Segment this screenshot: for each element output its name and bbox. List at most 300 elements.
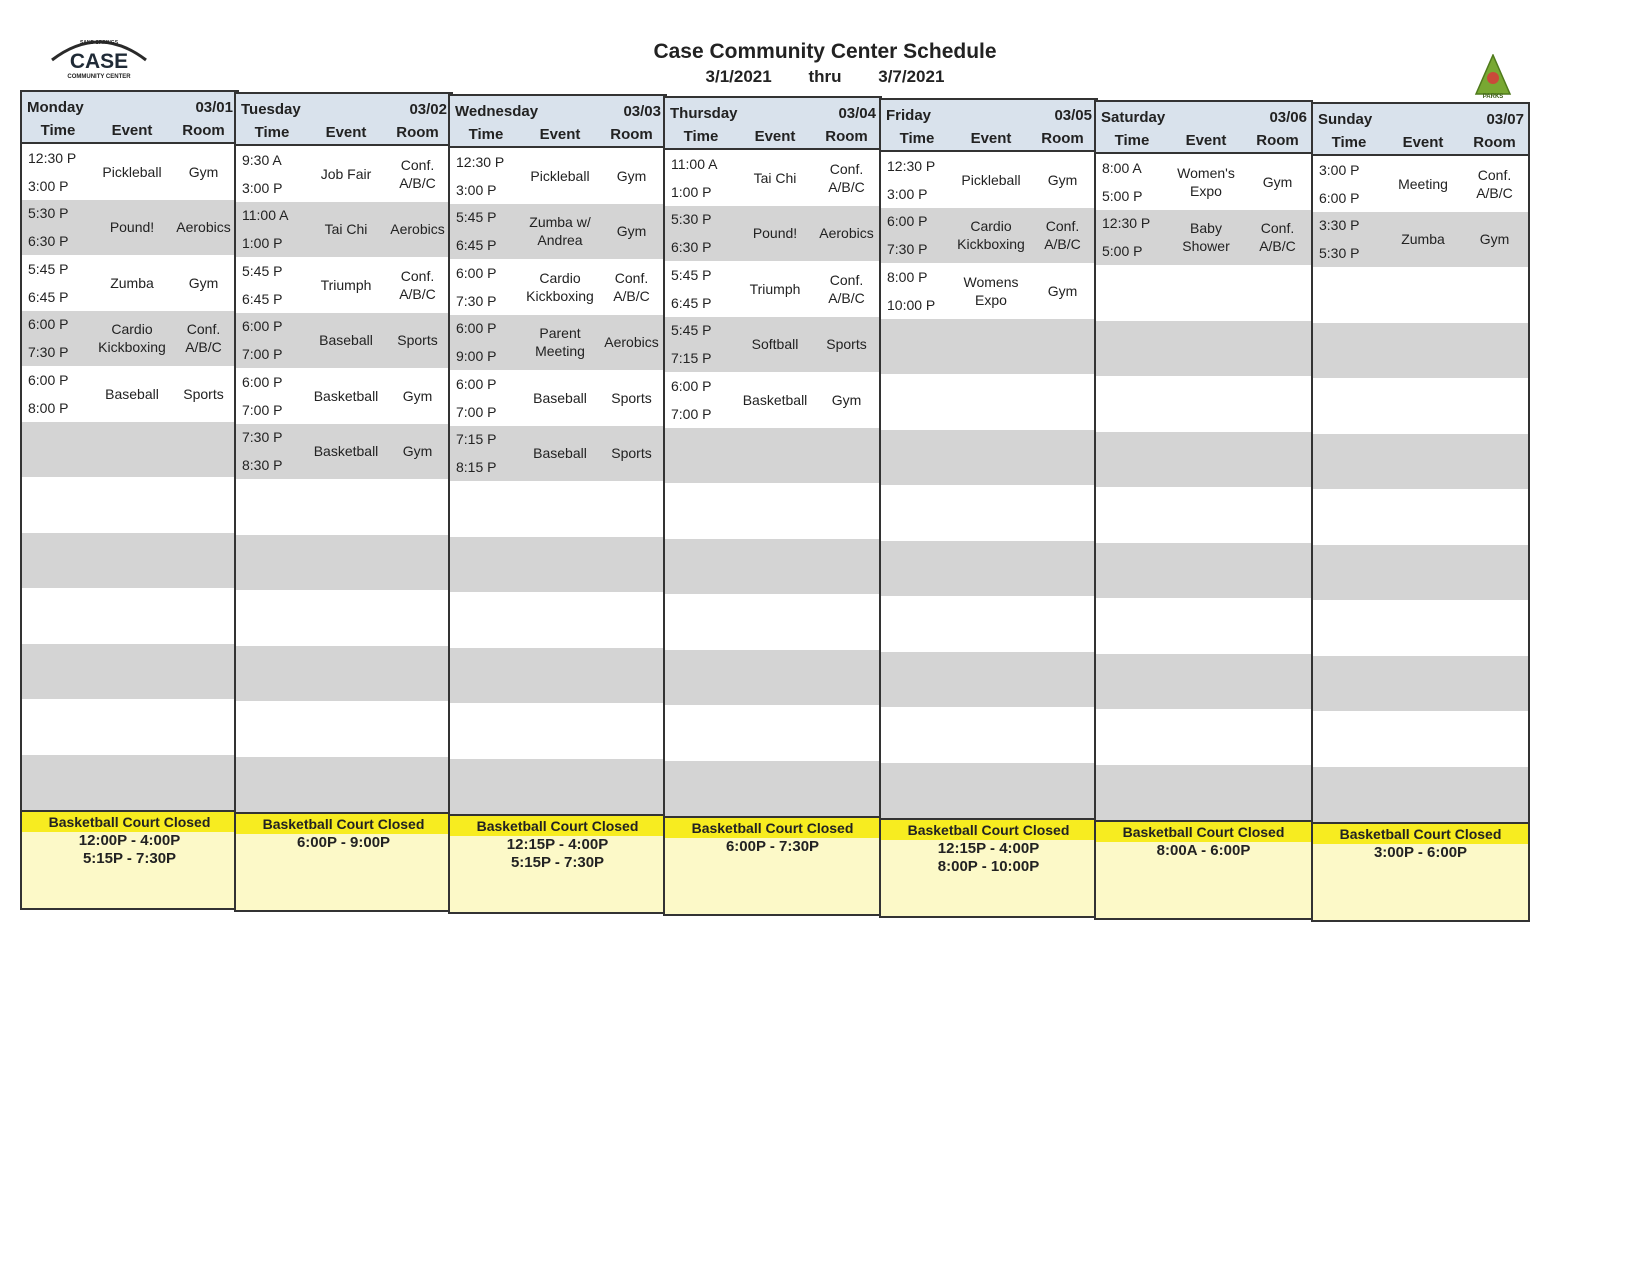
day-column-friday: [879, 98, 1098, 918]
event-row: [236, 535, 451, 591]
event-row: [881, 263, 1096, 319]
court-closed-time: 6:00P - 7:30P: [725, 838, 820, 855]
start-time: 5:30 P: [28, 205, 69, 222]
end-time: 7:30 P: [456, 292, 497, 309]
event-row: [1313, 267, 1528, 323]
start-time: 11:00 A: [242, 207, 289, 224]
event-name: Softball: [751, 336, 799, 353]
schedule-header: [600, 40, 1050, 87]
event-time: [881, 269, 953, 313]
end-time: 6:30 P: [28, 233, 69, 250]
event-time: [22, 261, 94, 305]
time-column-header: Time: [1331, 134, 1367, 151]
end-time: 8:00 P: [28, 399, 69, 416]
day-header: [1313, 104, 1528, 156]
day-header: [881, 100, 1096, 152]
event-room: Gym: [1047, 282, 1078, 299]
end-time: 6:45 P: [456, 237, 497, 254]
event-name: Meeting: [1398, 175, 1448, 192]
event-row: [236, 257, 451, 313]
end-time: 8:15 P: [456, 459, 497, 476]
event-rows: [665, 150, 880, 816]
event-room: Conf. A/B/C: [399, 267, 436, 302]
event-column-header: Event: [539, 126, 581, 143]
day-column-saturday: [1094, 100, 1313, 920]
event-time: [1313, 217, 1385, 261]
day-name: Tuesday: [241, 101, 301, 118]
event-row: [450, 537, 665, 593]
event-room: Gym: [616, 223, 647, 240]
event-time: [236, 152, 308, 196]
event-room: Conf. A/B/C: [828, 160, 865, 195]
event-name: Pickleball: [530, 167, 590, 184]
start-time: 7:15 P: [456, 431, 497, 448]
event-name: Pound!: [109, 219, 155, 236]
day-name: Friday: [886, 107, 932, 124]
event-room: Gym: [831, 391, 862, 408]
day-column-thursday: [663, 96, 882, 916]
event-row: [450, 370, 665, 426]
event-name: Basketball: [313, 387, 379, 404]
room-column-header: Room: [1473, 134, 1516, 151]
event-row: [450, 259, 665, 315]
start-time: 12:30 P: [887, 157, 936, 174]
event-row: [665, 317, 880, 373]
column-headers: [1313, 134, 1528, 151]
event-name: Tai Chi: [753, 169, 797, 186]
event-column-header: Event: [325, 124, 367, 141]
court-closed-label: Basketball Court Closed: [236, 814, 451, 834]
event-row: [22, 755, 237, 811]
event-room: Gym: [1047, 171, 1078, 188]
event-row: [881, 541, 1096, 597]
start-time: 5:45 P: [28, 260, 69, 277]
day-header: [1096, 102, 1311, 154]
event-row: [881, 763, 1096, 819]
event-name: Baby Shower: [1182, 220, 1230, 255]
event-room: Gym: [402, 387, 433, 404]
event-row: [1096, 210, 1311, 266]
time-column-header: Time: [1114, 132, 1150, 149]
room-column-header: Room: [610, 126, 653, 143]
event-row: [665, 761, 880, 817]
end-time: 6:00 P: [1319, 189, 1360, 206]
day-header: [236, 94, 451, 146]
event-name: Zumba: [1401, 231, 1445, 248]
event-row: [881, 485, 1096, 541]
event-row: [236, 479, 451, 535]
event-row: [1096, 376, 1311, 432]
event-time: [236, 207, 308, 251]
event-room: Conf. A/B/C: [613, 269, 650, 304]
end-time: 7:30 P: [887, 241, 928, 258]
event-row: [1313, 434, 1528, 490]
event-room: Conf. A/B/C: [1259, 220, 1296, 255]
event-name: Zumba: [110, 274, 154, 291]
end-time: 6:45 P: [671, 294, 712, 311]
day-date: 03/01: [195, 99, 233, 116]
event-name: Basketball: [742, 391, 808, 408]
day-date: 03/07: [1486, 111, 1524, 128]
end-time: 6:45 P: [242, 290, 283, 307]
event-row: [1313, 711, 1528, 767]
court-closed-time: 5:15P - 7:30P: [510, 854, 605, 871]
court-closed-label: Basketball Court Closed: [450, 816, 665, 836]
event-row: [450, 148, 665, 204]
event-time: [236, 429, 308, 473]
event-row: [450, 204, 665, 260]
event-name: Pickleball: [961, 171, 1021, 188]
event-row: [665, 483, 880, 539]
event-row: [1313, 378, 1528, 434]
court-closed-box: [665, 816, 880, 914]
start-time: 12:30 P: [28, 149, 77, 166]
event-time: [1313, 162, 1385, 206]
day-name: Wednesday: [455, 103, 539, 120]
start-time: 5:45 P: [456, 209, 497, 226]
day-column-tuesday: [234, 92, 453, 912]
event-time: [22, 205, 94, 249]
event-row: [22, 422, 237, 478]
event-name: Baseball: [533, 445, 587, 462]
event-row: [1313, 489, 1528, 545]
column-headers: [236, 124, 451, 141]
end-time: 7:30 P: [28, 344, 69, 361]
event-name: Womens Expo: [963, 273, 1019, 308]
logo-sub-text: COMMUNITY CENTER: [67, 74, 131, 80]
event-row: [1313, 323, 1528, 379]
event-name: Baseball: [105, 385, 159, 402]
event-time: [450, 376, 522, 420]
event-column-header: Event: [111, 122, 153, 139]
end-time: 7:00 P: [671, 405, 712, 422]
court-closed-box: [881, 818, 1096, 916]
court-closed-label: Basketball Court Closed: [665, 818, 880, 838]
event-row: [881, 152, 1096, 208]
court-closed-time: 12:15P - 4:00P: [937, 840, 1040, 857]
case-community-center-logo: [44, 30, 154, 82]
event-row: [1313, 767, 1528, 823]
start-time: 3:00 P: [1319, 161, 1360, 178]
start-time: 6:00 P: [456, 375, 497, 392]
event-room: Aerobics: [176, 219, 231, 236]
start-time: 6:00 P: [671, 377, 712, 394]
start-time: 6:00 P: [28, 316, 69, 333]
day-header: [450, 96, 665, 148]
end-time: 6:30 P: [671, 239, 712, 256]
end-time: 3:00 P: [28, 177, 69, 194]
event-row: [665, 261, 880, 317]
room-column-header: Room: [396, 124, 439, 141]
event-column-header: Event: [1402, 134, 1444, 151]
end-time: 10:00 P: [887, 296, 936, 313]
event-row: [450, 703, 665, 759]
parks-logo-text: PARKS: [1482, 94, 1504, 100]
start-time: 11:00 A: [671, 155, 718, 172]
court-closed-label: Basketball Court Closed: [1096, 822, 1311, 842]
court-closed-time: 5:15P - 7:30P: [82, 850, 177, 867]
event-rows: [450, 148, 665, 814]
event-row: [22, 311, 237, 367]
start-time: 3:30 P: [1319, 217, 1360, 234]
event-name: Job Fair: [320, 165, 372, 182]
event-time: [236, 318, 308, 362]
logo-main-text: CASE: [69, 50, 129, 73]
court-closed-time: 12:00P - 4:00P: [78, 832, 181, 849]
event-name: Zumba w/ Andrea: [529, 214, 591, 249]
event-row: [1313, 600, 1528, 656]
court-closed-time: 6:00P - 9:00P: [296, 834, 391, 851]
end-time: 3:00 P: [242, 179, 283, 196]
event-rows: [22, 144, 237, 810]
event-room: Sports: [183, 385, 224, 402]
event-name: Tai Chi: [324, 221, 368, 238]
day-column-monday: [20, 90, 239, 910]
event-row: [665, 594, 880, 650]
date-range: [600, 67, 1050, 87]
event-row: [22, 144, 237, 200]
column-headers: [1096, 132, 1311, 149]
event-row: [1313, 156, 1528, 212]
event-name: Women's Expo: [1177, 164, 1235, 199]
event-time: [881, 213, 953, 257]
event-row: [1096, 432, 1311, 488]
court-closed-time: 12:15P - 4:00P: [506, 836, 609, 853]
end-date: 3/7/2021: [878, 67, 945, 86]
event-row: [665, 539, 880, 595]
event-name: Pickleball: [102, 163, 162, 180]
start-time: 6:00 P: [456, 264, 497, 281]
day-date: 03/03: [623, 103, 661, 120]
event-row: [22, 366, 237, 422]
event-row: [22, 588, 237, 644]
event-row: [881, 374, 1096, 430]
event-time: [22, 316, 94, 360]
event-rows: [1096, 154, 1311, 820]
event-row: [1096, 598, 1311, 654]
event-room: Aerobics: [604, 334, 659, 351]
start-time: 12:30 P: [456, 153, 505, 170]
court-closed-box: [1096, 820, 1311, 918]
event-row: [881, 430, 1096, 486]
room-column-header: Room: [1256, 132, 1299, 149]
event-row: [1096, 321, 1311, 377]
event-rows: [881, 152, 1096, 818]
day-name: Monday: [27, 99, 84, 116]
start-time: 5:45 P: [671, 266, 712, 283]
column-headers: [22, 122, 237, 139]
time-column-header: Time: [899, 130, 935, 147]
event-row: [236, 590, 451, 646]
event-name: Cardio Kickboxing: [526, 269, 594, 304]
end-time: 5:30 P: [1319, 245, 1360, 262]
event-time: [665, 378, 737, 422]
event-row: [1096, 765, 1311, 821]
event-row: [22, 200, 237, 256]
event-row: [665, 206, 880, 262]
event-row: [236, 368, 451, 424]
event-row: [665, 650, 880, 706]
day-date: 03/05: [1054, 107, 1092, 124]
start-time: 8:00 A: [1102, 159, 1142, 176]
room-column-header: Room: [825, 128, 868, 145]
event-row: [236, 646, 451, 702]
event-name: Pound!: [752, 225, 798, 242]
end-time: 1:00 P: [671, 183, 712, 200]
event-room: Sports: [611, 445, 652, 462]
event-row: [1313, 545, 1528, 601]
event-room: Conf. A/B/C: [185, 321, 222, 356]
event-row: [881, 319, 1096, 375]
event-room: Gym: [616, 167, 647, 184]
event-column-header: Event: [1185, 132, 1227, 149]
time-column-header: Time: [254, 124, 290, 141]
start-time: 12:30 P: [1102, 215, 1151, 232]
event-row: [1313, 656, 1528, 712]
end-time: 5:00 P: [1102, 243, 1143, 260]
event-name: Cardio Kickboxing: [98, 321, 166, 356]
event-room: Gym: [188, 274, 219, 291]
day-date: 03/04: [838, 105, 876, 122]
logo-top-text: SAND SPRINGS: [79, 40, 119, 46]
event-row: [450, 426, 665, 482]
start-time: 9:30 A: [242, 151, 282, 168]
event-room: Conf. A/B/C: [828, 271, 865, 306]
event-room: Sports: [611, 389, 652, 406]
event-time: [450, 209, 522, 253]
event-name: Cardio Kickboxing: [957, 218, 1025, 253]
event-row: [22, 533, 237, 589]
event-row: [1096, 265, 1311, 321]
end-time: 7:00 P: [242, 346, 283, 363]
day-header: [22, 92, 237, 144]
event-name: Baseball: [319, 332, 373, 349]
event-time: [22, 372, 94, 416]
start-time: 5:30 P: [671, 211, 712, 228]
event-row: [236, 424, 451, 480]
day-date: 03/06: [1269, 109, 1307, 126]
day-column-sunday: [1311, 102, 1530, 922]
start-time: 8:00 P: [887, 268, 928, 285]
end-time: 5:00 P: [1102, 187, 1143, 204]
event-time: [22, 150, 94, 194]
event-room: Gym: [402, 443, 433, 460]
end-time: 3:00 P: [887, 185, 928, 202]
court-closed-box: [450, 814, 665, 912]
event-row: [881, 707, 1096, 763]
court-closed-label: Basketball Court Closed: [22, 812, 237, 832]
event-rows: [236, 146, 451, 812]
start-time: 6:00 P: [28, 371, 69, 388]
event-room: Conf. A/B/C: [1476, 166, 1513, 201]
column-headers: [450, 126, 665, 143]
event-row: [665, 428, 880, 484]
event-row: [881, 652, 1096, 708]
event-row: [236, 757, 451, 813]
start-time: 6:00 P: [887, 213, 928, 230]
end-time: 7:00 P: [456, 403, 497, 420]
day-name: Saturday: [1101, 109, 1166, 126]
start-time: 6:00 P: [242, 318, 283, 335]
event-time: [665, 267, 737, 311]
event-name: Triumph: [749, 280, 801, 297]
thru-label: thru: [808, 67, 842, 86]
event-room: Gym: [188, 163, 219, 180]
start-time: 5:45 P: [242, 262, 283, 279]
event-room: Sports: [826, 336, 867, 353]
event-row: [1096, 487, 1311, 543]
court-closed-label: Basketball Court Closed: [881, 820, 1096, 840]
parks-logo: [1474, 54, 1512, 100]
event-time: [450, 320, 522, 364]
start-time: 6:00 P: [456, 320, 497, 337]
event-room: Aerobics: [390, 221, 445, 238]
event-row: [22, 477, 237, 533]
court-closed-box: [1313, 822, 1528, 920]
page-title: Case Community Center Schedule: [653, 40, 997, 63]
end-time: 1:00 P: [242, 235, 283, 252]
column-headers: [881, 130, 1096, 147]
event-column-header: Event: [970, 130, 1012, 147]
end-time: 7:00 P: [242, 401, 283, 418]
start-time: 6:00 P: [242, 373, 283, 390]
event-row: [450, 315, 665, 371]
event-name: Parent Meeting: [535, 325, 585, 360]
event-row: [665, 705, 880, 761]
event-row: [22, 255, 237, 311]
event-time: [450, 154, 522, 198]
end-time: 8:30 P: [242, 457, 283, 474]
event-row: [450, 759, 665, 815]
event-row: [236, 313, 451, 369]
event-name: Triumph: [320, 276, 372, 293]
end-time: 3:00 P: [456, 181, 497, 198]
event-row: [1096, 543, 1311, 599]
start-date: 3/1/2021: [705, 67, 772, 86]
day-header: [665, 98, 880, 150]
event-name: Basketball: [313, 443, 379, 460]
event-row: [22, 699, 237, 755]
court-closed-box: [22, 810, 237, 908]
end-time: 7:15 P: [671, 350, 712, 367]
end-time: 9:00 P: [456, 348, 497, 365]
event-row: [450, 592, 665, 648]
column-headers: [665, 128, 880, 145]
event-time: [236, 263, 308, 307]
event-room: Sports: [397, 332, 438, 349]
event-row: [881, 596, 1096, 652]
event-time: [450, 431, 522, 475]
time-column-header: Time: [40, 122, 76, 139]
day-column-wednesday: [448, 94, 667, 914]
event-row: [236, 146, 451, 202]
event-room: Conf. A/B/C: [399, 156, 436, 191]
time-column-header: Time: [468, 126, 504, 143]
event-row: [22, 644, 237, 700]
event-column-header: Event: [754, 128, 796, 145]
event-row: [665, 372, 880, 428]
start-time: 5:45 P: [671, 322, 712, 339]
event-row: [236, 701, 451, 757]
start-time: 7:30 P: [242, 429, 283, 446]
event-time: [881, 158, 953, 202]
event-row: [881, 208, 1096, 264]
event-row: [1096, 654, 1311, 710]
event-time: [665, 211, 737, 255]
event-row: [665, 150, 880, 206]
room-column-header: Room: [182, 122, 225, 139]
event-row: [236, 202, 451, 258]
